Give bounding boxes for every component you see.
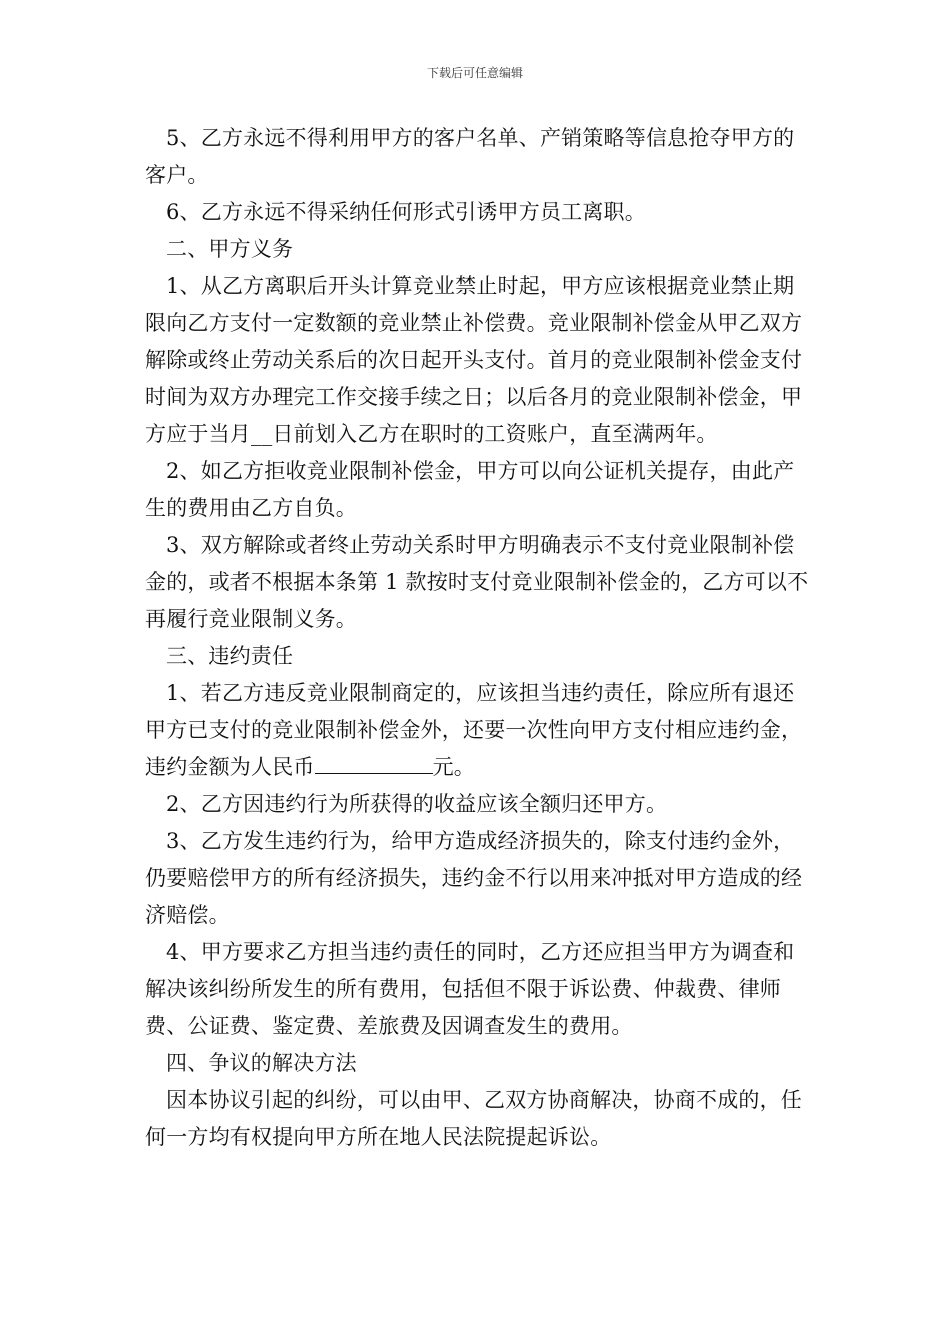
liability-clause-1 xyxy=(145,675,810,786)
dispute-clause: 因本协议引起的纠纷，可以由甲、乙双方协商解决，协商不成的，任何一方均有权提向甲方所在地人民法院提起诉讼。 xyxy=(145,1088,802,1149)
obligation-clause-3: 3、双方解除或者终止劳动关系时甲方明确表示不支付竞业限制补偿金的，或者不根据本条第 1 款按时支付竞业限制补偿金的，乙方可以不再履行竞业限制义务。 xyxy=(145,533,809,631)
obligation-clause-2: 2、如乙方拒收竞业限制补偿金，甲方可以向公证机关提存，由此产生的费用由乙方自负。 xyxy=(145,459,795,520)
document-body xyxy=(145,120,810,1156)
penalty-amount-blank xyxy=(315,751,433,774)
liability-clause-1-text: 1、若乙方违反竞业限制商定的，应该担当违约责任，除应所有退还甲方已支付的竞业限制补偿金外，还要一次性向甲方支付相应违约金，违约金额为人民币 xyxy=(145,681,803,779)
liability-clause-2: 2、乙方因违约行为所获得的收益应该全额归还甲方。 xyxy=(166,792,668,816)
liability-clause-3: 3、乙方发生违约行为，给甲方造成经济损失的，除支付违约金外，仍要赔偿甲方的所有经济损失，违约金不行以用来冲抵对甲方造成的经济赔偿。 xyxy=(145,829,803,927)
liability-clause-4: 4、甲方要求乙方担当违约责任的同时，乙方还应担当甲方为调查和解决该纠纷所发生的所有费用，包括但不限于诉讼费、仲裁费、律师费、公证费、鉴定费、差旅费及因调查发生的费用。 xyxy=(145,940,795,1038)
penalty-suffix: 元。 xyxy=(432,755,476,779)
section-heading-liability: 三、违约责任 xyxy=(166,644,294,668)
section-heading-dispute: 四、争议的解决方法 xyxy=(166,1051,357,1075)
clause-5: 5、乙方永远不得利用甲方的客户名单、产销策略等信息抢夺甲方的客户。 xyxy=(145,126,795,187)
obligation-clause-1: 1、从乙方离职后开头计算竞业禁止时起，甲方应该根据竞业禁止期限向乙方支付一定数额的竞业禁止补偿费。竞业限制补偿金从甲乙双方解除或终止劳动关系后的次日起开头支付。首月的竞业限制补偿金支付时间为双方办理完工作交接手续之日；以后各月的竞业限制补偿金，甲方应于当月__日前划入乙方在职时的工资账户，直至满两年。 xyxy=(145,274,803,446)
clause-6: 6、乙方永远不得采纳任何形式引诱甲方员工离职。 xyxy=(166,200,646,224)
page-header: 下载后可任意编辑 xyxy=(426,66,523,80)
section-heading-party-a-obligations: 二、甲方义务 xyxy=(166,237,294,261)
